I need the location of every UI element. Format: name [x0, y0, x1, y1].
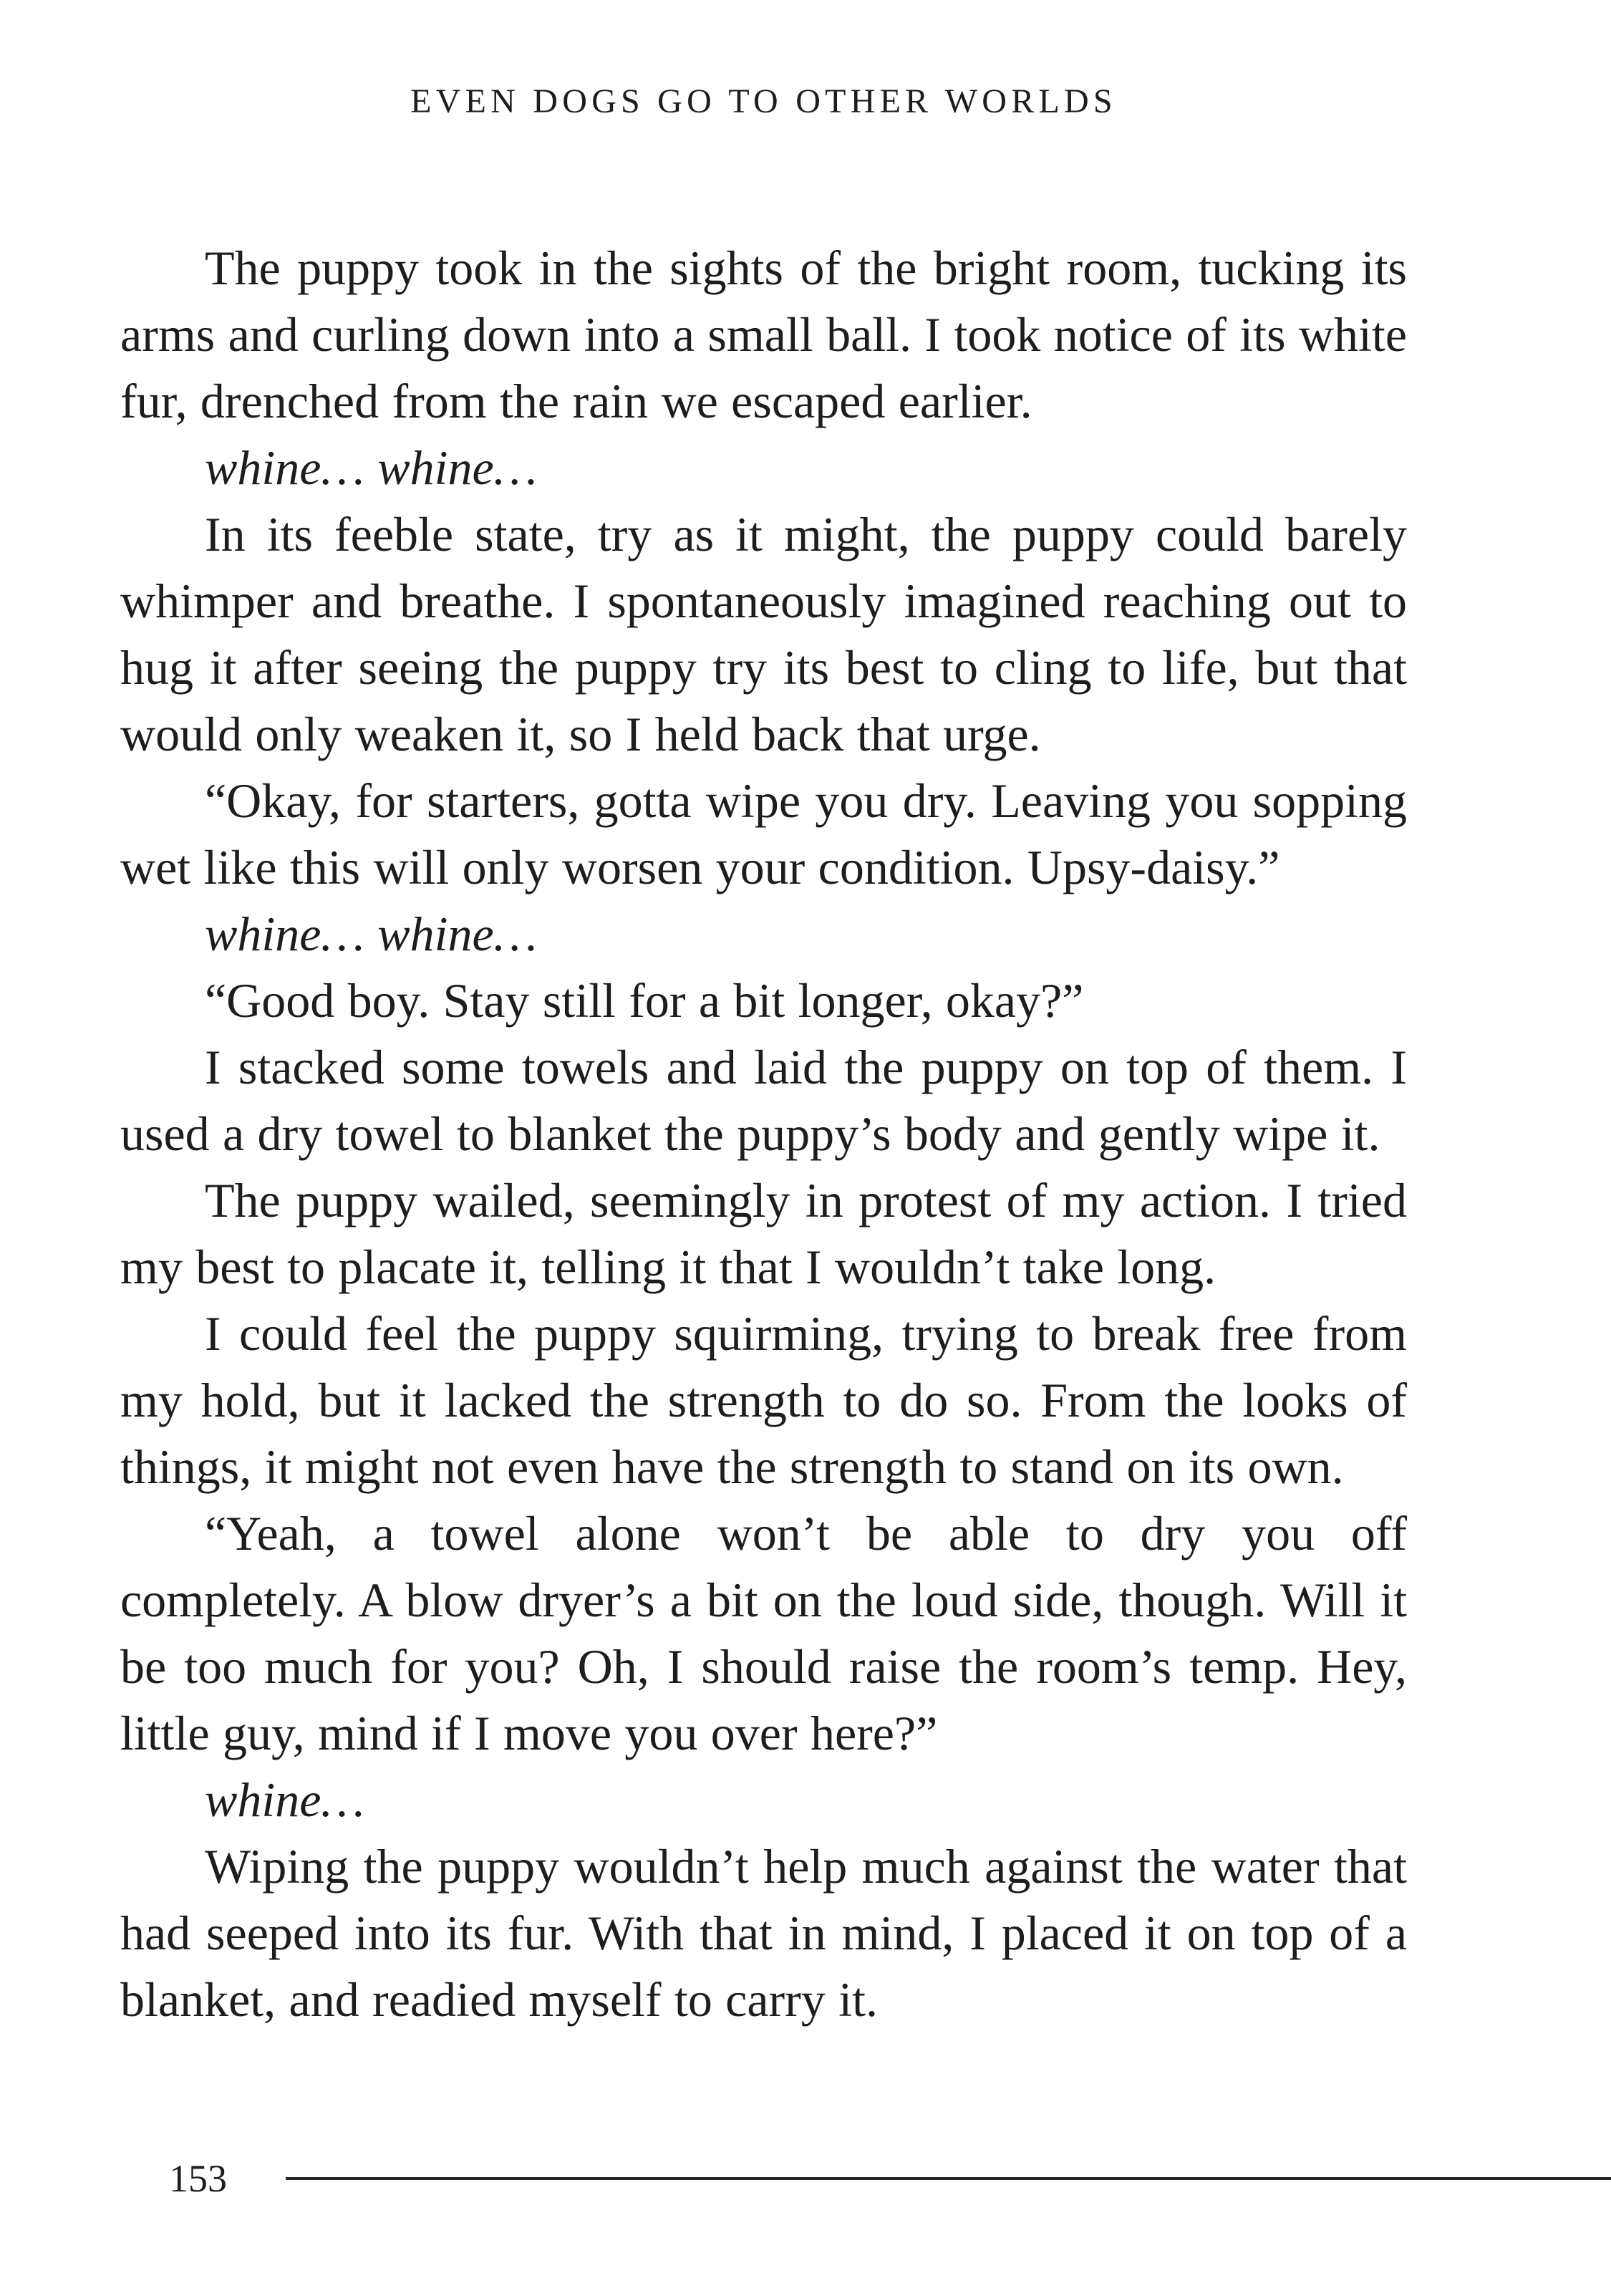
- paragraph: “Okay, for starters, gotta wipe you dry. Leaving you sopping wet like this will only worsen your condition. Upsy-daisy.”: [120, 773, 1407, 894]
- paragraph: “Yeah, a towel alone won’t be able to dry you off completely. A blow dryer’s a bit on the loud side, though. Will it be too much for you? Oh, I should raise the room’s temp. Hey, little guy, mind if I move you over here?”: [120, 1506, 1407, 1760]
- paragraph: In its feeble state, try as it might, the puppy could barely whimper and breathe. I spontaneously imagined reaching out to hug it after seeing the puppy try its best to cling to life, but that would only weaken it, so I held back that urge.: [120, 507, 1407, 761]
- paragraph: “Good boy. Stay still for a bit longer, okay?”: [205, 973, 1084, 1028]
- paragraph: I could feel the puppy squirming, trying to break free from my hold, but it lacked the strength to do so. From the looks of things, it might not even have the strength to stand on its own.: [120, 1306, 1407, 1494]
- body-text: [120, 235, 1407, 2033]
- paragraph: The puppy wailed, seemingly in protest of my action. I tried my best to placate it, telling it that I wouldn’t take long.: [120, 1173, 1407, 1294]
- running-header-title: EVEN DOGS GO TO OTHER WORLDS: [410, 82, 1117, 120]
- paragraph: I stacked some towels and laid the puppy on top of them. I used a dry towel to blanket the puppy’s body and gently wipe it.: [120, 1040, 1407, 1161]
- paragraph: The puppy took in the sights of the bright room, tucking its arms and curling down into a small ball. I took notice of its white fur, drenched from the rain we escaped earlier.: [120, 241, 1407, 428]
- paragraph: whine… whine…: [205, 440, 538, 495]
- page-footer: [169, 2156, 1611, 2201]
- page-number: 153: [169, 2157, 227, 2200]
- footer-rule: [286, 2177, 1611, 2180]
- paragraph: Wiping the puppy wouldn’t help much against the water that had seeped into its fur. With that in mind, I placed it on top of a blanket, and readied myself to carry it.: [120, 1839, 1407, 2027]
- paragraph: whine…: [205, 1772, 364, 1827]
- paragraph: whine… whine…: [205, 907, 538, 961]
